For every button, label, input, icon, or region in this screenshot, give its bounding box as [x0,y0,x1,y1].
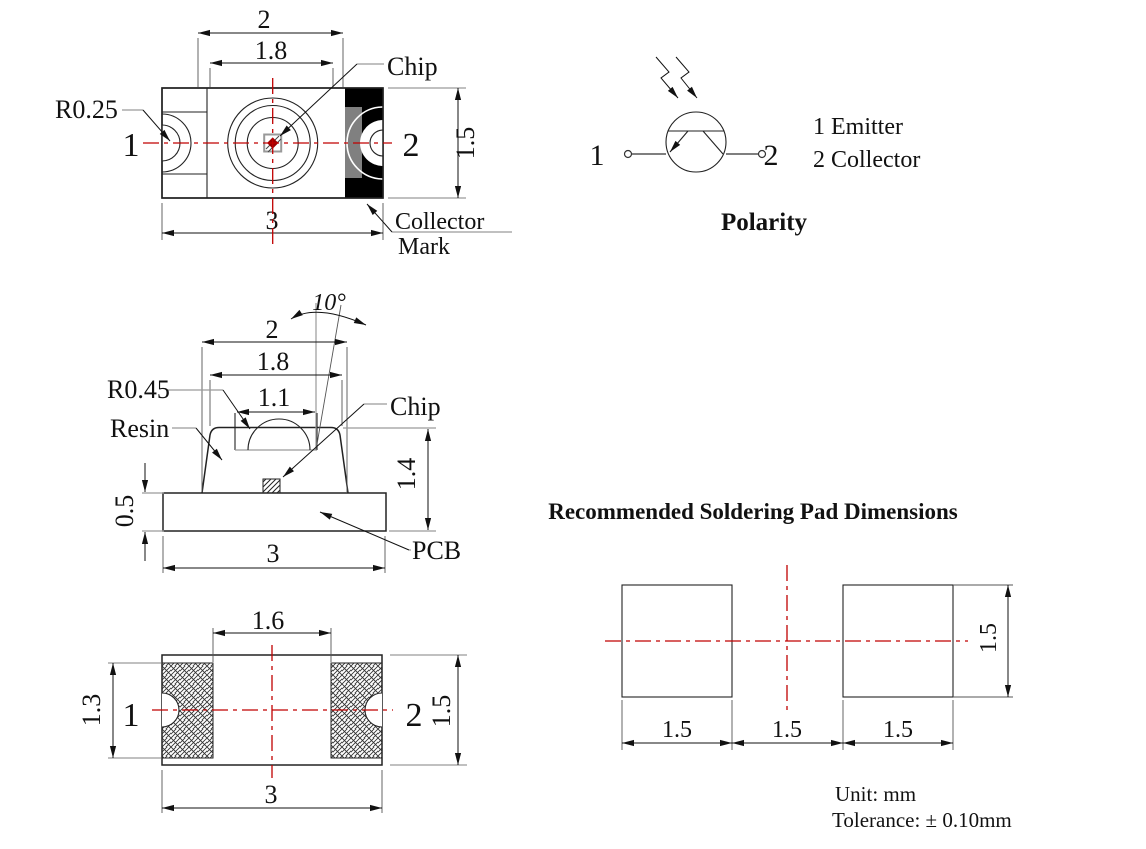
solder-pad-title: Recommended Soldering Pad Dimensions [548,499,958,524]
pin1-terminal-dot [625,151,632,158]
light-arrow-2 [676,57,697,98]
legend-emitter: 1 Emitter [813,114,903,140]
lens-dome [248,419,310,450]
transistor-collector [703,131,723,154]
chip-leader-side [283,404,364,477]
dim-side-3-label: 3 [266,539,280,568]
pcb-body [163,493,386,531]
dim-0-5-label: 0.5 [110,494,139,528]
angle-label: 10° [312,290,346,316]
resin-leader [196,428,222,460]
resin-label: Resin [110,414,170,443]
pin2-label-bottom: 2 [405,697,423,734]
chip-label-top: Chip [387,52,438,81]
r025-label: R0.25 [55,95,118,124]
r045-leader [223,390,250,429]
chip-side [263,479,280,493]
mark-label: Mark [398,234,450,260]
pcb-label: PCB [412,536,462,565]
bottom-view [77,606,467,813]
tolerance-note: Tolerance: ± 0.10mm [832,808,1012,832]
notes [832,782,1012,832]
polarity-diagram [590,57,921,236]
solder-pad-view [548,499,1013,750]
side-view [107,290,461,573]
dim-side-1-8-label: 1.8 [256,347,290,376]
transistor-circle [666,112,726,172]
dim-bottom-1-5-label: 1.5 [427,694,456,728]
unit-note: Unit: mm [835,782,917,806]
dim-1-6-label: 1.6 [251,606,285,635]
dim-1-1-label: 1.1 [257,383,291,412]
pin1-label-bottom: 1 [122,697,140,734]
dim-1-4-label: 1.4 [392,457,421,491]
polarity-pin2: 2 [763,139,779,172]
polarity-pin1: 1 [589,139,605,172]
dim-pad1-width-label: 1.5 [662,717,692,743]
collector-mark-leader [367,204,392,232]
dim-pad2-width-label: 1.5 [883,717,913,743]
pin1-label-top: 1 [122,127,140,164]
dim-3-label: 3 [265,206,279,235]
r045-label: R0.45 [107,375,170,404]
legend-collector: 2 Collector [813,147,921,173]
transistor-emitter [670,131,688,152]
dim-side-2-label: 2 [265,315,279,344]
polarity-caption: Polarity [720,209,808,236]
dim-2-label: 2 [257,5,271,34]
dim-1-5-label: 1.5 [451,126,480,160]
top-view [55,5,512,260]
dim-pad-height-label: 1.5 [976,623,1002,653]
dim-1-3-label: 1.3 [77,693,106,727]
collector-label: Collector [395,209,485,235]
pin2-label-top: 2 [402,127,420,164]
dim-bottom-3-label: 3 [264,780,278,809]
dim-pad-gap-label: 1.5 [772,717,802,743]
light-arrow-1 [656,57,678,98]
dim-1-8-label: 1.8 [254,36,288,65]
chip-label-side: Chip [390,392,441,421]
